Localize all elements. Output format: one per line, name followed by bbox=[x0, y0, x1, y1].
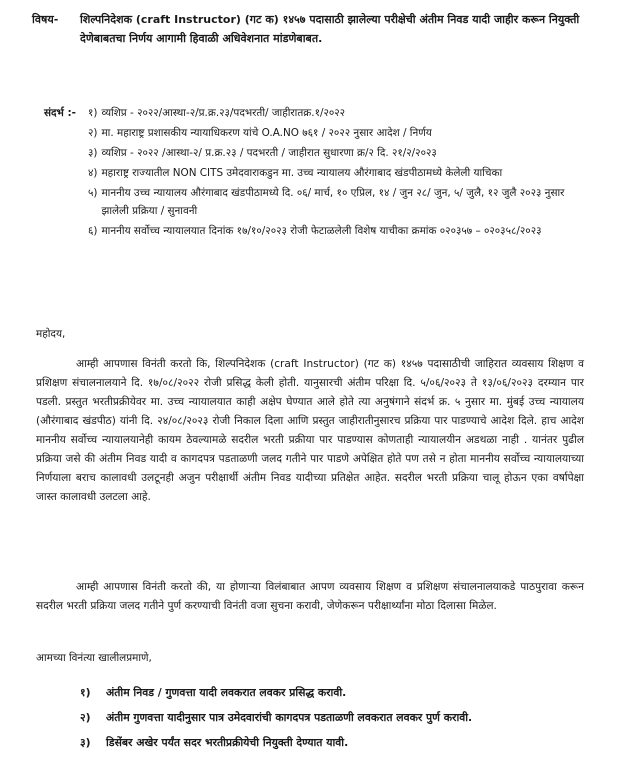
paragraph-text: आम्ही आपणास विनंती करतो कि, शिल्पनिदेशक (craft Instructor) (गट क) १४५७ पदासाठीची जाहिरात व्यवसाय शिक्षण व प्रशिक्षण संचालनालयाने दि. १७/०८/२०२२ रोजी प्रसिद्ध केली होती. यानुसारची अंतीम परिक्षा दि. ५/०६/२०२३ ते १३/०६/२०२३ दरम्यान पार पडली. प्रस्तुत भरतीप्रक्रीयेवर मा. उच्च न्यायालयात काही अक्षेप घेण्यात आले होते त्या अनुषंगाने संदर्भ क्र. ५ नुसार मा. मुंबई उच्च न्यायालय (औरंगाबाद खंडपीठ) यांनी दि. २४/०८/२०२३ रोजी निकाल दिला आणि प्रस्तुत जाहीरातीनुसारच प्रक्रिया पार पाडण्याचे आदेश दिले. हाच आदेश माननीय सर्वोच्च न्यायालयानेही कायम ठेवल्यामळे सदरील भरती प्रक्रीया पार पाडण्यास कोणताही न्यायालयीन अडथळा नाही . यानंतर पुढील प्रक्रिया जसे की अंतीम निवड यादी व कागदपत्र पडताळणी जलद गतीने पार पाडणे अपेक्षित होते पण तसे न होता माननीय सर्वोच्च न्यायालयाच्या निर्णयाला बराच कालावधी उलटूनही अजुन परीक्षार्थी अंतीम निवड यादीच्या प्रतिक्षेत आहेत. सदरील भरती प्रक्रिया चालू होऊन एका वर्षापेक्षा जास्त कालावधी उलटला आहे. bbox=[36, 358, 584, 503]
references-block bbox=[44, 104, 584, 242]
reference-text: महाराष्ट्र राज्यातील NON CITS उमेदवाराकडुन मा. उच्च न्यायालय औरंगाबाद खंडपीठामध्ये केलेली याचिका bbox=[101, 167, 503, 179]
references-label: संदर्भ :- bbox=[44, 107, 76, 119]
reference-text: मा. महाराष्ट्र प्रशासकीय न्यायाधिकरण यांचे O.A.NO ७६१ / २०२२ नुसार आदेश / निर्णय bbox=[101, 127, 432, 139]
subject-label: विषय- bbox=[32, 13, 59, 26]
reference-number: १) bbox=[88, 107, 98, 119]
salutation: महोदय, bbox=[36, 328, 66, 340]
reference-number: ५) bbox=[88, 187, 98, 199]
demand-number: १) bbox=[80, 686, 91, 699]
demand-item bbox=[80, 708, 590, 727]
reference-number: २) bbox=[88, 127, 98, 139]
reference-item bbox=[88, 164, 584, 182]
demand-item bbox=[80, 733, 590, 752]
body-paragraph-1 bbox=[36, 355, 584, 507]
demand-number: २) bbox=[80, 711, 91, 724]
demands-list bbox=[80, 683, 590, 758]
reference-number: ४) bbox=[88, 167, 98, 179]
reference-text: माननीय सर्वोच्च न्यायालयात दिनांक १७/१०/२०२३ रोजी फेटाळलेली विशेष याचीका क्रमांक ०२०३५७ – ०२०३५८/२०२३ bbox=[101, 225, 542, 237]
demand-text: अंतीम गुणवत्ता यादीनुसार पात्र उमेदवारांची कागदपत्र पडताळणी लवकरात लवकर पुर्ण करावी. bbox=[106, 711, 473, 724]
reference-item bbox=[88, 222, 584, 240]
body-paragraph-2 bbox=[36, 578, 584, 616]
reference-item bbox=[88, 104, 584, 122]
reference-number: ३) bbox=[88, 147, 98, 159]
reference-item bbox=[88, 144, 584, 162]
reference-item bbox=[88, 184, 584, 220]
subject-block bbox=[32, 10, 592, 48]
demands-intro: आमच्या विनंत्या खालीलप्रमाणे, bbox=[36, 652, 152, 664]
reference-text: व्यशिप्र - २०२२/आस्था-२/प्र.क्र.२३/पदभरती/ जाहीरातक्र.१/२०२२ bbox=[101, 107, 346, 119]
reference-text: माननीय उच्च न्यायालय औरंगाबाद खंडपीठामध्ये दि. ०६/ मार्च, १० एप्रिल, १४ / जुन २८/ जुन, ५/ जुलै, १२ जुलै २०२३ नुसार झालेली प्रक्रिया / सुनावनी bbox=[101, 187, 565, 217]
subject-text: शिल्पनिदेशक (craft Instructor) (गट क) १४५७ पदासाठी झालेल्या परीक्षेची अंतीम निवड यादी जाहीर करून नियुक्ती देणेबाबतचा निर्णय आगामी हिवाळी अधिवेशनात मांडणेबाबत. bbox=[80, 13, 580, 45]
demand-number: ३) bbox=[80, 736, 91, 749]
demand-item bbox=[80, 683, 590, 702]
paragraph-text: आम्ही आपणास विनंती करतो की, या होणाऱ्या विलंबाबात आपण व्यवसाय शिक्षण व प्रशिक्षण संचालनालयाकडे पाठपुरावा करून सदरील भरती प्रक्रिया जलद गतीने पुर्ण करण्याची विनंती वजा सुचना करावी, जेणेकरून परीक्षार्थ्यांना मोठा दिलासा मिळेल. bbox=[36, 581, 584, 612]
reference-number: ६) bbox=[88, 225, 98, 237]
reference-item bbox=[88, 124, 584, 142]
references-list bbox=[44, 104, 584, 240]
demand-text: डिसेंबर अखेर पर्यंत सदर भरतीप्रक्रीयेची नियुक्ती देण्यात यावी. bbox=[106, 736, 349, 749]
reference-text: व्यशिप्र - २०२२ /आस्था-२/ प्र.क्र.२३ / पदभरती / जाहीरात सुधारणा क्र/२ दि. २१/२/२०२३ bbox=[101, 147, 437, 159]
demand-text: अंतीम निवड / गुणवत्ता यादी लवकरात लवकर प्रसिद्ध करावी. bbox=[106, 686, 347, 699]
